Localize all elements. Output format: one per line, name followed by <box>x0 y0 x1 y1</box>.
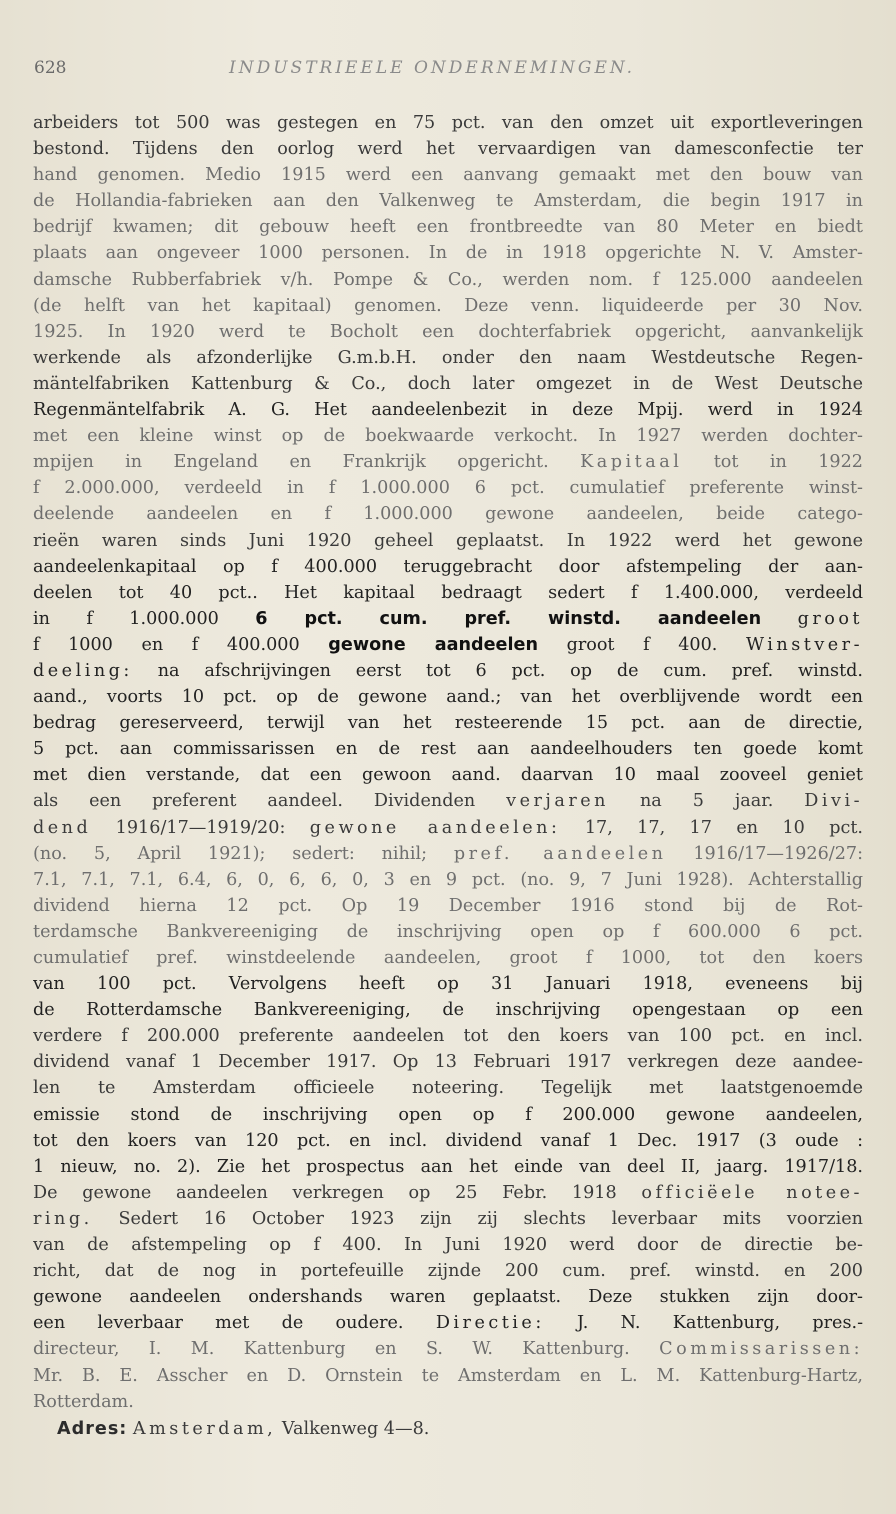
text-line: arbeiders tot 500 was gestegen en 75 pct. van den omzet uit exportleveringen <box>33 113 863 133</box>
article-body <box>33 110 863 1443</box>
text-line: 7.1, 7.1, 7.1, 6.4, 6, 0, 6, 6, 0, 3 en 9 pct. (no. 9, 7 Juni 1928). Achterstallig <box>33 869 863 890</box>
text-fragment: mpijen in Engeland en Frankrijk opgericht. <box>33 452 549 473</box>
officieele-noteering-label: officiëele notee- <box>641 1182 863 1203</box>
text-line: verdere f 200.000 preferente aandeelen tot den koers van 100 pct. en incl. <box>33 1026 863 1047</box>
text-line: bedrijf kwamen; dit gebouw heeft een frontbreedte van 80 Meter en biedt <box>33 217 863 238</box>
text-line: 1925. In 1920 werd te Bocholt een dochterfabriek opgericht, aanvankelijk <box>33 321 863 342</box>
noteering-line <box>33 1180 863 1206</box>
text-line: rieën waren sinds Juni 1920 geheel geplaatst. In 1922 werd het gewone <box>33 530 863 551</box>
text-line: gewone aandeelen ondershands waren geplaatst. Deze stukken zijn door- <box>33 1287 863 1308</box>
text-fragment: f 1000 en f 400.000 <box>33 634 300 655</box>
kapitaal-label: Kapitaal <box>580 452 683 473</box>
kapitaal-heading-line <box>33 449 863 475</box>
text-fragment: groot <box>797 608 863 629</box>
text-line: van 100 pct. Vervolgens heeft op 31 Januari 1918, eveneens bij <box>33 974 863 995</box>
text-fragment: groot f 400. <box>566 634 718 655</box>
text-line: cumulatief pref. winstdeelende aandeelen, groot f 1000, tot den koers <box>33 948 863 968</box>
dividend-label-cont: dend <box>33 817 92 838</box>
text-fragment: (no. 5, April 1921); sedert: nihil; <box>33 843 428 864</box>
text-line: met dien verstande, dat een gewoon aand. daarvan 10 maal zooveel geniet <box>33 765 863 786</box>
dividend-line <box>33 841 863 867</box>
winstverdeeling-label-cont: deeling: <box>33 660 133 681</box>
common-shares-emphasis: gewone aandeelen <box>328 634 538 655</box>
commissarissen-label: Commissarissen: <box>659 1339 863 1360</box>
pref-shares-emphasis: 6 pct. cum. pref. winstd. aandeelen <box>255 608 762 629</box>
address-line <box>33 1415 863 1443</box>
text-line: bestond. Tijdens den oorlog werd het vervaardigen van damesconfectie ter <box>33 139 863 160</box>
winstverdeeling-line <box>33 658 863 684</box>
text-fragment: na afschrijvingen eerst tot 6 pct. op de cum. pref. winstd. <box>157 660 863 681</box>
directie-line <box>33 1336 863 1362</box>
address-street: Valkenweg 4—8. <box>281 1418 430 1439</box>
kapitaal-bold-line <box>33 606 863 632</box>
text-fragment: in f 1.000.000 <box>33 608 219 629</box>
noteering-line <box>33 1206 863 1232</box>
text-line: dividend hierna 12 pct. Op 19 December 1916 stond bij de Rot- <box>33 895 863 916</box>
noteering-label-cont: ring. <box>33 1208 93 1229</box>
gewone-aandeelen-label: gewone aandeelen: <box>309 817 561 838</box>
text-line: de Rotterdamsche Bankvereeniging, de inschrijving opengestaan op een <box>33 1000 863 1021</box>
text-fragment: J. N. Kattenburg, pres.- <box>577 1313 863 1334</box>
text-line: 1 nieuw, no. 2). Zie het prospectus aan het einde van deel II, jaarg. 1917/18. <box>33 1156 863 1177</box>
text-fragment: De gewone aandeelen verkregen op 25 Febr. 1918 <box>33 1182 617 1203</box>
text-line: tot den koers van 120 pct. en incl. dividend vanaf 1 Dec. 1917 (3 oude : <box>33 1130 863 1151</box>
text-fragment: directeur, I. M. Kattenburg en S. W. Kattenburg. <box>33 1339 630 1360</box>
address-city: Amsterdam, <box>132 1418 277 1439</box>
address-label: Adres: <box>57 1418 128 1439</box>
page-number: 628 <box>34 58 67 78</box>
page-header <box>34 58 864 86</box>
text-line: van de afstempeling op f 400. In Juni 1920 werd door de directie be- <box>33 1235 863 1256</box>
text-line: Rotterdam. <box>33 1391 134 1412</box>
directie-label: Directie: <box>435 1313 545 1334</box>
dividend-line <box>33 815 863 841</box>
pref-aandeelen-label: pref. aandeelen <box>453 843 667 864</box>
text-fragment: Sedert 16 October 1923 zijn zij slechts leverbaar mits voorzien <box>118 1208 863 1229</box>
winstverdeeling-label: Winstver- <box>746 634 863 655</box>
text-fragment: 1916/17—1926/27: <box>693 843 863 864</box>
text-line: len te Amsterdam officieele noteering. Tegelijk met laatstgenoemde <box>33 1078 863 1099</box>
text-fragment: 17, 17, 17 en 10 pct. <box>584 817 863 838</box>
text-fragment: 1916/17—1919/20: <box>115 817 286 838</box>
text-line: plaats aan ongeveer 1000 personen. In de in 1918 opgerichte N. V. Amster- <box>33 243 863 264</box>
directie-line <box>33 1310 863 1336</box>
text-fragment: een leverbaar met de oudere. <box>33 1313 404 1334</box>
text-line: met een kleine winst op de boekwaarde verkocht. In 1927 werden dochter- <box>33 426 863 447</box>
text-line: werkende als afzonderlijke G.m.b.H. onder den naam Westdeutsche Regen- <box>33 347 863 368</box>
text-line: deelen tot 40 pct.. Het kapitaal bedraagt sedert f 1.400.000, verdeeld <box>33 582 863 603</box>
text-line: aand., voorts 10 pct. op de gewone aand.; van het overblijvende wordt een <box>33 687 863 708</box>
text-line: deelende aandeelen en f 1.000.000 gewone aandeelen, beide catego- <box>33 504 863 525</box>
text-line: (de helft van het kapitaal) genomen. Deze venn. liquideerde per 30 Nov. <box>33 295 863 316</box>
text-line: hand genomen. Medio 1915 werd een aanvang gemaakt met den bouw van <box>33 165 863 186</box>
text-line: bedrag gereserveerd, terwijl van het resteerende 15 pct. aan de directie, <box>33 713 863 734</box>
running-title: INDUSTRIEELE ONDERNEMINGEN. <box>229 58 636 78</box>
dividend-line <box>33 788 863 814</box>
text-line: aandeelenkapitaal op f 400.000 teruggebracht door afstempeling der aan- <box>33 556 863 577</box>
text-line: 5 pct. aan commissarissen en de rest aan aandeelhouders ten goede komt <box>33 739 863 760</box>
text-line: emissie stond de inschrijving open op f 200.000 gewone aandeelen, <box>33 1104 863 1125</box>
text-line: mäntelfabriken Kattenburg & Co., doch later omgezet in de West Deutsche <box>33 373 863 394</box>
text-line: Mr. B. E. Asscher en D. Ornstein te Amsterdam en L. M. Kattenburg-Hartz, <box>33 1365 863 1386</box>
text-fragment: als een preferent aandeel. Dividenden <box>33 791 476 812</box>
text-fragment: na 5 jaar. <box>639 791 774 812</box>
text-line: damsche Rubberfabriek v/h. Pompe & Co., werden nom. f 125.000 aandeelen <box>33 269 863 290</box>
verjaren-label: verjaren <box>506 791 609 812</box>
text-line: Regenmäntelfabrik A. G. Het aandeelenbezit in deze Mpij. werd in 1924 <box>33 400 863 421</box>
text-line: de Hollandia-fabrieken aan den Valkenweg te Amsterdam, die begin 1917 in <box>33 191 863 212</box>
text-line: terdamsche Bankvereeniging de inschrijving open op f 600.000 6 pct. <box>33 921 863 942</box>
text-line: dividend vanaf 1 December 1917. Op 13 Februari 1917 verkregen deze aandee- <box>33 1052 863 1073</box>
text-fragment: tot in 1922 <box>713 452 863 473</box>
text-line: richt, dat de nog in portefeuille zijnde 200 cum. pref. winstd. en 200 <box>33 1261 863 1282</box>
kapitaal-gewone-line <box>33 632 863 658</box>
dividend-label: Divi- <box>804 791 863 812</box>
text-line: f 2.000.000, verdeeld in f 1.000.000 6 pct. cumulatief preferente winst- <box>33 478 863 499</box>
